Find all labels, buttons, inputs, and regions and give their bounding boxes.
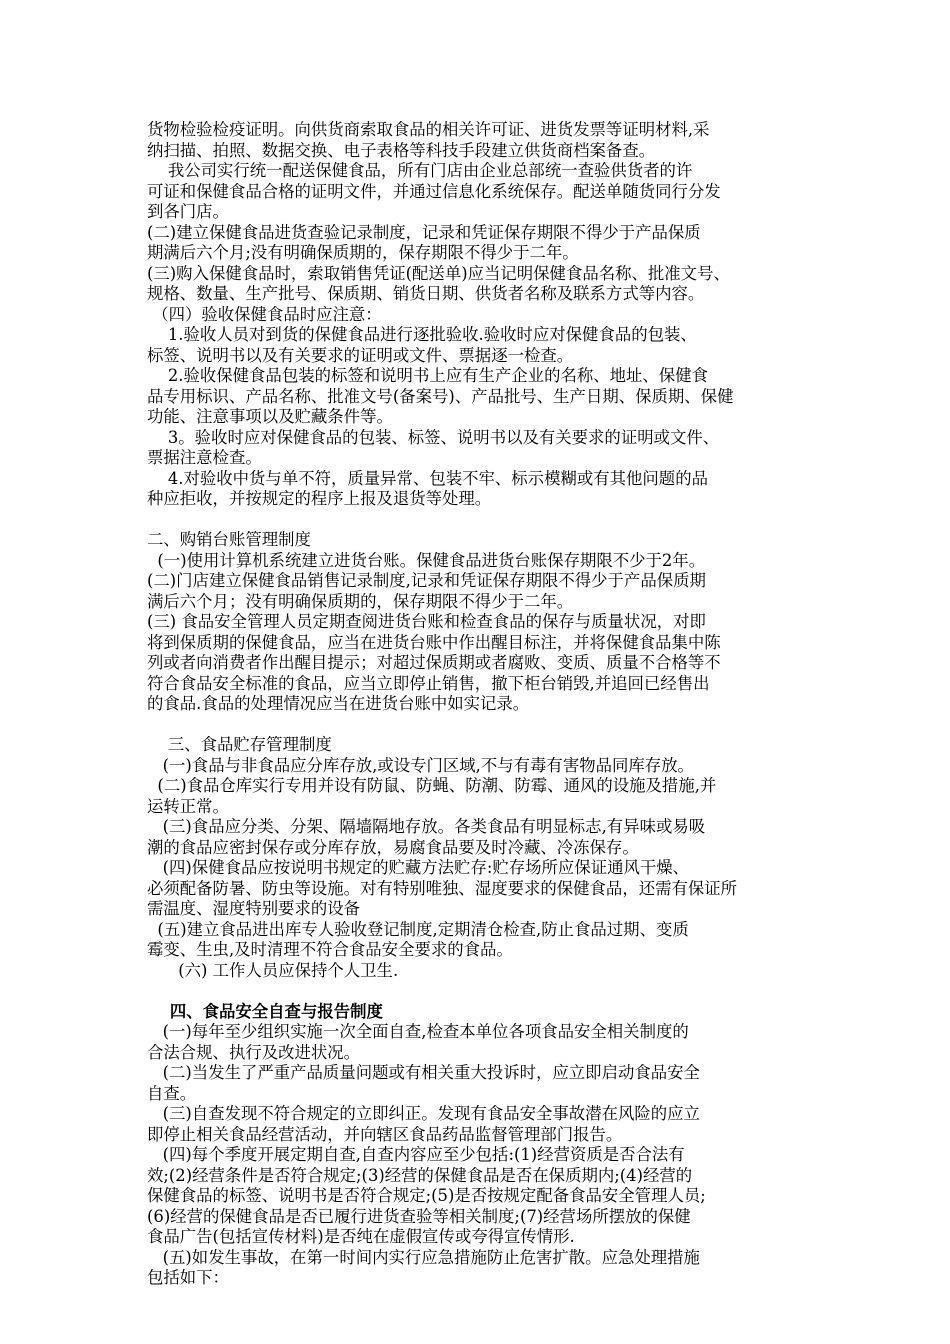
text-line: 潮的食品应密封保存或分库存放，易腐食品要及时冷藏、冷冻保存。 — [147, 837, 639, 857]
text-line: (三)自查发现不符合规定的立即纠正。发现有食品安全事故潜在风险的应立 — [147, 1104, 700, 1123]
text-line: (二)建立保健食品进货查验记录制度，记录和凭证保存期限不得少于产品保质 — [147, 222, 701, 242]
text-line: 我公司实行统一配送保健食品，所有门店由企业总部统一查验供货者的许 — [147, 161, 693, 180]
text-line: 2.验收保健食品包装的标签和说明书上应有生产企业的名称、地址、保健食 — [147, 366, 708, 385]
text-line: 二、购销台账管理制度 — [147, 530, 311, 549]
text-line: 到各门店。 — [147, 202, 229, 221]
text-line: (6)经营的保健食品是否已履行进货查验等相关制度;(7)经营场所摆放的保健 — [147, 1206, 691, 1226]
text-line: 四、食品安全自查与报告制度 — [147, 1001, 383, 1021]
text-line: (二)当发生了严重产品质量问题或有相关重大投诉时，应立即启动食品安全 — [147, 1063, 700, 1082]
text-line: （四）验收保健食品时应注意： — [147, 304, 382, 324]
text-line: 符合食品安全标准的食品，应当立即停止销售，撤下柜台销毁,并追回已经售出 — [147, 673, 710, 693]
text-line: 的食品.食品的处理情况应当在进货台账中如实记录。 — [147, 694, 530, 713]
text-line: (一)食品与非食品应分库存放,或设专门区域,不与有毒有害物品同库存放。 — [147, 755, 694, 775]
text-line: 三、食品贮存管理制度 — [147, 735, 332, 754]
text-line: 即停止相关食品经营活动，并向辖区食品药品监督管理部门报告。 — [147, 1124, 623, 1144]
text-line: 规格、数量、生产批号、保质期、销货日期、供货者名称及联系方式等内容。 — [147, 284, 705, 303]
text-line: 满后六个月；没有明确保质期的，保存期限不得少于二年。 — [147, 591, 574, 611]
text-line: (五)如发生事故，在第一时间内实行应急措施防止危害扩散。应急处理措施 — [147, 1247, 700, 1267]
blank-line — [147, 510, 811, 531]
text-line: 1.验收人员对到货的保健食品进行逐批验收.验收时应对保健食品的包装、 — [147, 325, 697, 344]
text-line: 票据注意检查。 — [147, 448, 262, 467]
text-line: (一)使用计算机系统建立进货台账。保健食品进货台账保存期限不少于2年。 — [147, 550, 706, 570]
text-line: (二)食品仓库实行专用并设有防鼠、防蝇、防潮、防霉、通风的设施及措施,并 — [147, 776, 717, 795]
text-line: (四)保健食品应按说明书规定的贮藏方法贮存:贮存场所应保证通风干燥、 — [147, 858, 690, 877]
blank-line — [147, 715, 811, 736]
text-line: 列或者向消费者作出醒目提示；对超过保质期或者腐败、变质、质量不合格等不 — [147, 653, 721, 672]
text-line: 可证和保健食品合格的证明文件，并通过信息化系统保存。配送单随货同行分发 — [147, 181, 721, 201]
blank-line — [147, 981, 811, 1002]
text-line: (六) 工作人员应保持个人卫生. — [147, 960, 399, 980]
text-line: (二)门店建立保健食品销售记录制度,记录和凭证保存期限不得少于产品保质期 — [147, 571, 706, 590]
text-line: 3。验收时应对保健食品的包装、标签、说明书以及有关要求的证明或文件、 — [147, 427, 720, 447]
text-line: 4.对验收中货与单不符，质量异常、包装不牢、标示模糊或有其他问题的品 — [147, 468, 708, 488]
text-line: 自查。 — [147, 1083, 197, 1103]
text-line: 品专用标识、产品名称、批准文号(备案号)、产品批号、生产日期、保质期、保健 — [147, 386, 734, 406]
text-line: 种应拒收，并按规定的程序上报及退货等处理。 — [147, 489, 492, 508]
text-line: 必须配备防暑、防虫等设施。对有特别唯独、湿度要求的保健食品，还需有保证所 — [147, 878, 738, 898]
text-line: (三)食品应分类、分架、隔墙隔地存放。各类食品有明显标志,有异味或易吸 — [147, 817, 706, 836]
text-line: 标签、说明书以及有关要求的证明或文件、票据逐一检查。 — [147, 345, 574, 365]
text-line: (四)每个季度开展定期自查,自查内容应至少包括:(1)经营资质是否合法有 — [147, 1145, 685, 1164]
text-line: 货物检验检疫证明。向供货商索取食品的相关许可证、进货发票等证明材料,采 — [147, 120, 710, 139]
text-line: (三) 食品安全管理人员定期查阅进货台账和检查食品的保存与质量状况，对即 — [147, 612, 706, 631]
text-line: 合法合规、执行及改进状况。 — [147, 1042, 361, 1062]
text-line: 保健食品的标签、说明书是否符合规定;(5)是否按规定配备食品安全管理人员; — [147, 1186, 706, 1205]
text-line: 纳扫描、拍照、数据交换、电子表格等科技手段建立供货商档案备查。 — [147, 140, 656, 160]
document-page — [147, 120, 811, 1289]
text-line: 食品广告(包括宣传材料)是否纯在虚假宣传或夸得宣传情形. — [147, 1227, 575, 1246]
text-line: 霉变、生虫,及时清理不符合食品安全要求的食品。 — [147, 940, 513, 959]
text-line: 将到保质期的保健食品，应当在进货台账中作出醒目标注，并将保健食品集中陈 — [147, 632, 721, 652]
text-line: 期满后六个月;没有明确保质期的，保存期限不得少于二年。 — [147, 243, 579, 262]
text-line: 效;(2)经营条件是否符合规定;(3)经营的保健食品是否在保质期内;(4)经营的 — [147, 1165, 693, 1185]
text-line: 需温度、湿度特别要求的设备 — [147, 899, 361, 918]
text-line: 运转正常。 — [147, 796, 229, 816]
text-line: 包括如下： — [147, 1268, 229, 1287]
text-line: (一)每年至少组织实施一次全面自查,检查本单位各项食品安全相关制度的 — [147, 1022, 689, 1041]
text-line: 功能、注意事项以及贮藏条件等。 — [147, 407, 393, 426]
text-line: (三)购入保健食品时，索取销售凭证(配送单)应当记明保健食品名称、批准文号、 — [147, 263, 730, 283]
text-line: (五)建立食品进出库专人验收登记制度,定期清仓检查,防止食品过期、变质 — [147, 919, 689, 939]
